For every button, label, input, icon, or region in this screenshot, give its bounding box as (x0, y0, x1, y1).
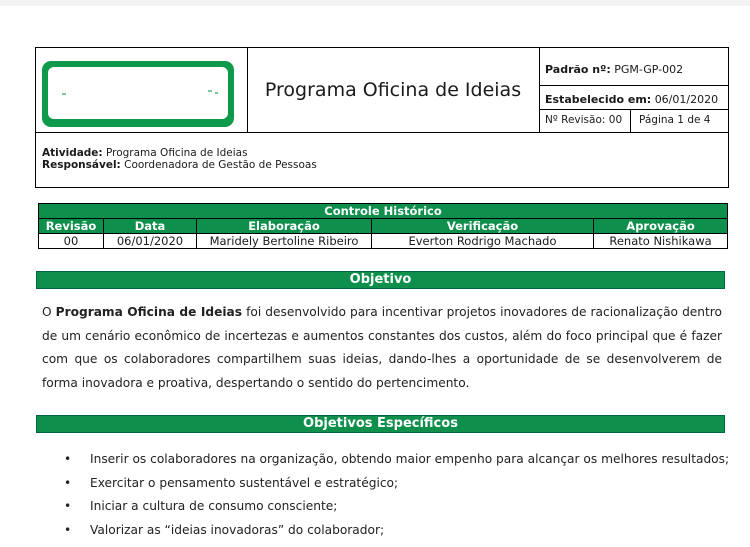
objetivo-section-title: Objetivo (36, 271, 725, 289)
table-cell: Renato Nishikawa (594, 234, 728, 249)
estabelecido-cell (540, 86, 728, 110)
historico-title: Controle Histórico (39, 204, 728, 219)
objetivo-text-pre: O (42, 305, 56, 319)
revisao-cell: Nº Revisão: 00 (540, 110, 631, 132)
document-title: Programa Oficina de Ideias (247, 48, 540, 132)
atividade-label: Atividade: (42, 147, 103, 159)
objetivos-especificos-title: Objetivos Específicos (36, 415, 725, 433)
column-header: Aprovação (594, 219, 728, 234)
list-item-text: Inserir os colaboradores na organização, obtendo maior empenho para alcançar os melhores resultados; (90, 452, 730, 466)
table-cell: Maridely Bertoline Ribeiro (197, 234, 372, 249)
pagina-cell: Página 1 de 4 (639, 114, 711, 126)
page-top-strip (0, 0, 750, 6)
bullet-icon: • (64, 522, 72, 537)
table-cell: 00 (39, 234, 104, 249)
table-cell: Everton Rodrigo Machado (372, 234, 594, 249)
bullet-icon: • (64, 499, 72, 513)
logo-mark (62, 93, 66, 95)
logo-mark (208, 90, 212, 92)
list-item-text: Iniciar a cultura de consumo consciente; (90, 499, 338, 513)
column-header: Verificação (372, 219, 594, 234)
logo-mark (215, 92, 218, 94)
document-meta (540, 48, 728, 132)
logo-redacted-area (48, 67, 228, 119)
estabelecido-value: 06/01/2020 (654, 93, 719, 106)
document-header (35, 47, 729, 188)
responsavel-value: Coordenadora de Gestão de Pessoas (124, 159, 317, 171)
responsavel-line (42, 159, 728, 171)
column-header: Revisão (39, 219, 104, 234)
program-name: Programa Oficina de Ideias (55, 305, 243, 319)
padrao-label: Padrão nº: (545, 63, 611, 76)
atividade-value: Programa Oficina de Ideias (105, 147, 248, 159)
controle-historico-table (38, 203, 728, 249)
logo-cell (36, 48, 248, 132)
padrao-value: PGM-GP-002 (614, 63, 684, 76)
list-item (64, 472, 734, 496)
activity-info (36, 132, 728, 187)
padrao-cell (540, 48, 728, 86)
column-header: Elaboração (197, 219, 372, 234)
company-logo (42, 61, 234, 127)
bullet-icon: • (64, 452, 72, 466)
objetivos-especificos-list (64, 448, 734, 542)
list-item-text: Exercitar o pensamento sustentável e estratégico; (90, 475, 399, 490)
objetivo-text: foi desenvolvido para incentivar projetos inovadores de racionalização dentro de um cenário econômico de incertezas e aumentos constantes dos custos, além do foco principal que é fazer com que os colaboradores compartilhem suas ideias, dando-lhes a oportunidade de se desenvolverem de forma inovadora e proativa, despertando o sentido do pertencimento. (42, 305, 723, 390)
historico-header-row (39, 219, 728, 234)
estabelecido-label: Estabelecido em: (545, 93, 652, 106)
responsavel-label: Responsável: (42, 159, 121, 171)
list-item (64, 519, 734, 543)
table-row (39, 234, 728, 249)
bullet-icon: • (64, 475, 72, 490)
atividade-line (42, 147, 728, 159)
list-item (64, 448, 734, 472)
list-item (64, 495, 734, 519)
list-item-text: Valorizar as “ideias inovadoras” do colaborador; (90, 522, 385, 537)
column-header: Data (104, 219, 197, 234)
objetivo-paragraph (42, 301, 722, 395)
table-cell: 06/01/2020 (104, 234, 197, 249)
